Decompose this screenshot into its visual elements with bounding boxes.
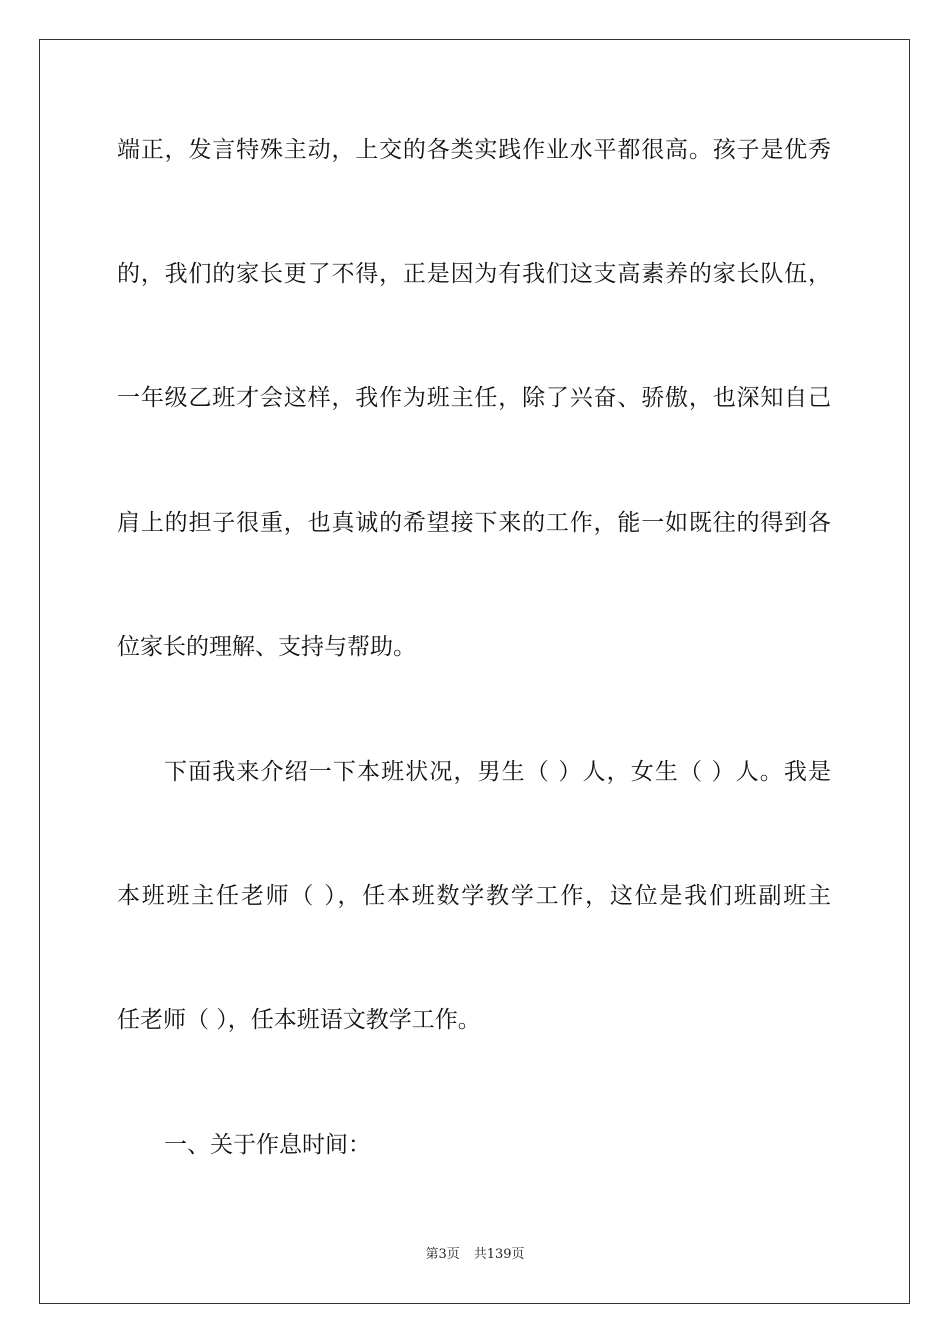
paragraph-line: 端正，发言特殊主动，上交的各类实践作业水平都很高。孩子是优秀 bbox=[117, 137, 831, 163]
paragraph-line: 任老师（ ），任本班语文教学工作。 bbox=[117, 1007, 481, 1033]
paragraph-line: 下面我来介绍一下本班状况，男生（ ）人，女生（ ）人。我是 bbox=[164, 759, 831, 785]
page-footer bbox=[0, 1246, 950, 1264]
paragraph-line: 位家长的理解、支持与帮助。 bbox=[117, 634, 416, 660]
paragraph-line: 一年级乙班才会这样，我作为班主任，除了兴奋、骄傲，也深知自己 bbox=[117, 385, 831, 411]
section-heading: 一、关于作息时间： bbox=[164, 1132, 371, 1158]
page-border bbox=[39, 39, 910, 1304]
paragraph-line: 肩上的担子很重，也真诚的希望接下来的工作，能一如既往的得到各 bbox=[117, 510, 831, 536]
paragraph-line: 的，我们的家长更了不得，正是因为有我们这支高素养的家长队伍， bbox=[117, 261, 831, 287]
page-number: 第3页 bbox=[425, 1247, 460, 1262]
paragraph-line: 本班班主任老师（ ），任本班数学教学工作，这位是我们班副班主 bbox=[117, 883, 831, 909]
page-total: 共139页 bbox=[473, 1247, 525, 1262]
